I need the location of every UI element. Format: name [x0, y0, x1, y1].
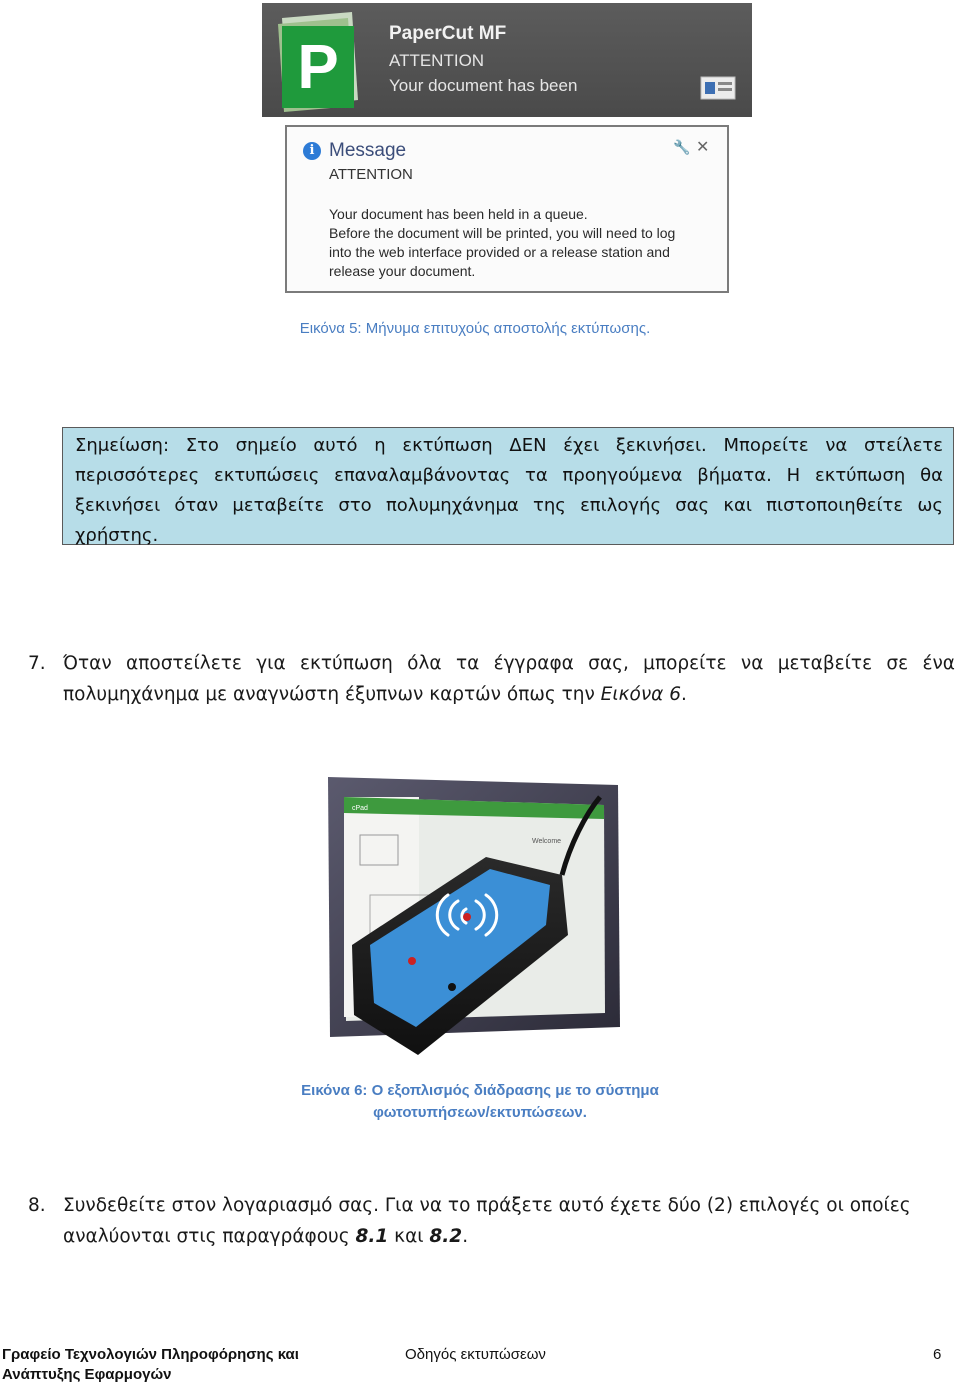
message-body-line: release your document.: [329, 263, 476, 279]
svg-text:P: P: [297, 33, 339, 102]
message-title: Message: [329, 140, 407, 161]
footer-office-line-1: Γραφείο Τεχνολογιών Πληροφόρησης και: [2, 1346, 299, 1363]
step-8-text: [63, 1190, 955, 1252]
step-8-body: Συνδεθείτε στον λογαριασμό σας. Για να το πράξετε αυτό έχετε δύο (2) επιλογές οι οποίες αναλύονται στις παραγράφους: [63, 1195, 911, 1247]
message-attention: ATTENTION: [329, 166, 413, 183]
message-body-line: Your document has been held in a queue.: [329, 206, 588, 222]
step-7-end: .: [681, 684, 687, 705]
step-7-number: 7.: [28, 653, 46, 674]
footer-office-line-2: Ανάπτυξης Εφαρμογών: [2, 1366, 172, 1383]
figure-6-caption-line-2: φωτοτυπήσεων/εκτυπώσεων.: [373, 1104, 587, 1121]
step-8-mid: και: [388, 1226, 430, 1247]
message-body-line: into the web interface provided or a release station and: [329, 244, 670, 260]
step-7-text: [63, 648, 955, 710]
pin-icon: 🔧: [673, 139, 691, 155]
device-screen-text: Welcome: [532, 838, 562, 845]
notification-icon: [700, 76, 736, 100]
paragraph-8-1-reference: 8.1: [355, 1226, 389, 1247]
note-box: [62, 427, 954, 545]
close-icon: ✕: [696, 139, 710, 156]
figure-6-reference: Εικόνα 6: [600, 684, 682, 705]
message-body-line: Before the document will be printed, you will need to log: [329, 225, 676, 241]
step-8-number: 8.: [28, 1195, 46, 1216]
figure-5-caption: Εικόνα 5: Μήνυμα επιτυχούς αποστολής εκτύπωσης.: [299, 320, 651, 337]
papercut-logo-icon: [274, 8, 374, 113]
card-reader-illustration: [300, 765, 640, 1065]
papercut-toast-image: [262, 3, 752, 117]
paragraph-8-2-reference: 8.2: [429, 1226, 463, 1247]
figure-6-caption-line-1: Εικόνα 6: Ο εξοπλισμός διάδρασης με το σύστημα: [301, 1082, 659, 1099]
step-8-end: .: [462, 1226, 469, 1247]
step-7-body: Όταν αποστείλετε για εκτύπωση όλα τα έγγραφα σας, μπορείτε να μεταβείτε σε ένα πολυμηχάνημα με αναγνώστη έξυπνων καρτών όπως την: [63, 653, 955, 705]
message-window-image: [285, 125, 729, 293]
note-text: Σημείωση: Στο σημείο αυτό η εκτύπωση ΔΕΝ έχει ξεκινήσει. Μπορείτε να στείλετε περισσότερες εκτυπώσεις επαναλαμβάνοντας τα προηγούμενα βήματα. Η εκτύπωση θα ξεκινήσει όταν μεταβείτε στο πολυμηχάνημα της επιλογής σας και πιστοποιηθείτε ως χρήστης.: [75, 435, 943, 546]
toast-message: Your document has been: [389, 76, 578, 95]
toast-attention: ATTENTION: [389, 51, 485, 70]
info-icon: i: [303, 142, 321, 160]
toast-title: PaperCut MF: [389, 23, 507, 44]
device-label: cPad: [352, 805, 368, 812]
footer-document-title: Οδηγός εκτυπώσεων: [405, 1346, 546, 1363]
page-number: 6: [933, 1346, 942, 1363]
